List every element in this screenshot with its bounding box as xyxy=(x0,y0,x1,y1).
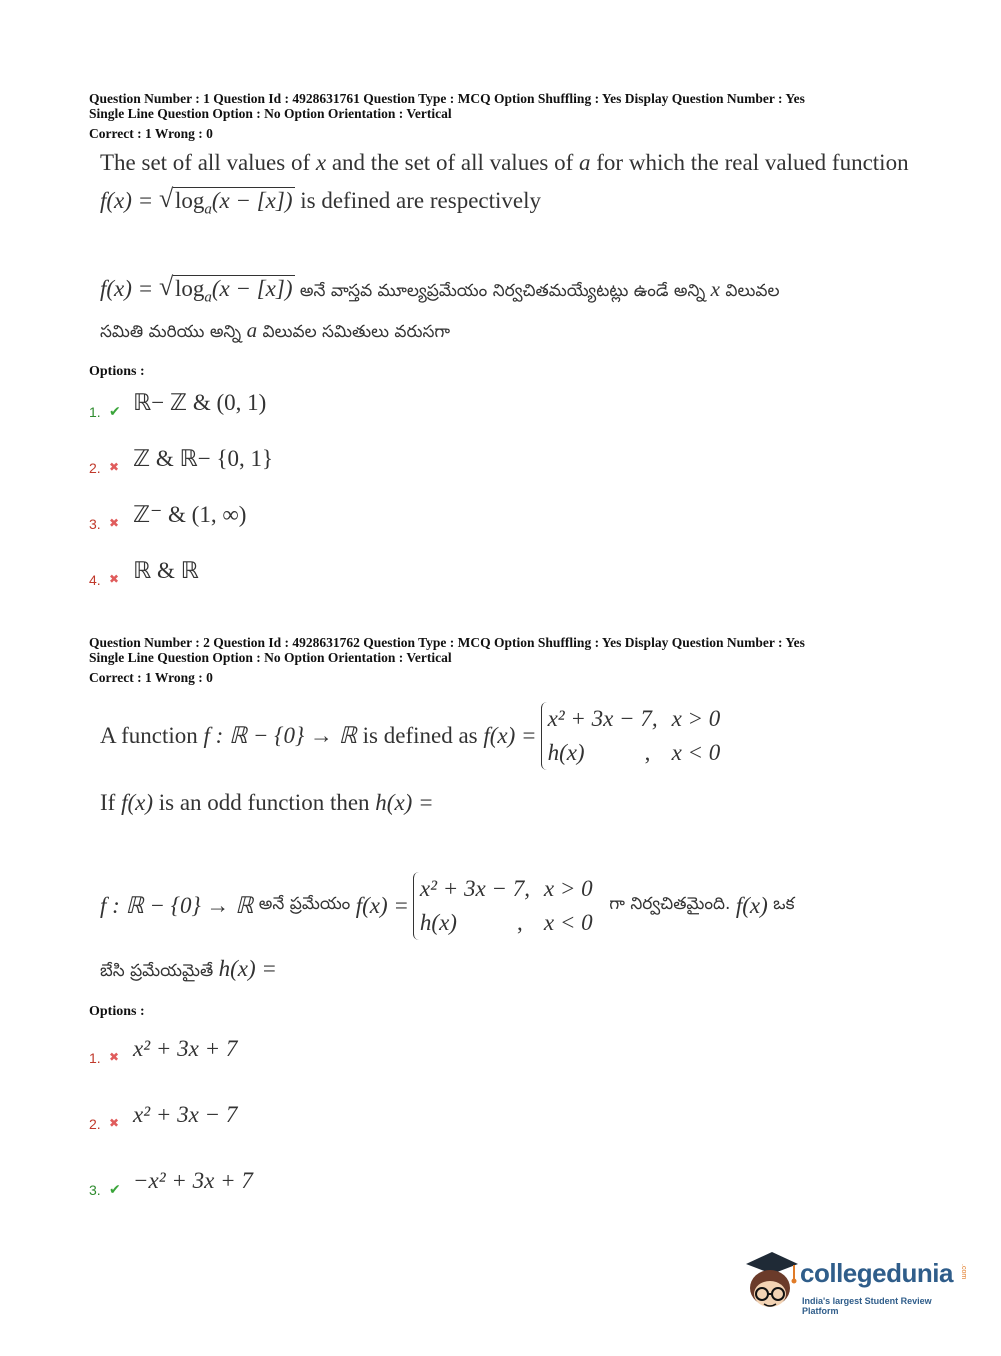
q1-meta-line2: Single Line Question Option : No Option Orientation : Vertical xyxy=(89,106,452,121)
check-icon: ✔ xyxy=(109,404,121,420)
q1-option-3[interactable] xyxy=(89,500,389,532)
q2-option-2[interactable] xyxy=(89,1100,389,1132)
option-value: ℝ & ℝ xyxy=(133,558,199,583)
mascot-icon xyxy=(742,1250,800,1314)
q2-option-3[interactable] xyxy=(89,1166,389,1198)
q2-text-line2: If f(x) is an odd function then h(x) = xyxy=(100,790,434,815)
q1-telugu-line2: సమితి మరియు అన్ని a విలువల సమితులు వరుసగా xyxy=(100,318,451,342)
option-value: x² + 3x − 7 xyxy=(133,1102,238,1127)
option-value: −x² + 3x + 7 xyxy=(133,1168,253,1193)
option-value: ℤ⁻ & (1, ∞) xyxy=(133,502,247,527)
cross-icon: ✖ xyxy=(109,516,120,530)
q2-meta-line3: Correct : 1 Wrong : 0 xyxy=(89,670,213,685)
piecewise-definition: x² + 3x − 7, x > 0 h(x) , x < 0 xyxy=(541,702,732,770)
q1-text-line1: The set of all values of x and the set of all values of a for which the real valued function xyxy=(100,150,909,175)
option-number: 1. xyxy=(89,1050,101,1066)
q1-option-1[interactable] xyxy=(89,388,389,420)
option-number: 1. xyxy=(89,404,101,420)
q2-telugu-line1: f : ℝ − {0} → ℝ అనే ప్రమేయం f(x) = x² + 3x − 7, x > 0 h(x) , x < 0 గా నిర్వచితమైంది. f(x) ఒక xyxy=(100,872,794,940)
collegedunia-logo[interactable] xyxy=(742,1250,970,1314)
piecewise-definition: x² + 3x − 7, x > 0 h(x) , x < 0 xyxy=(413,872,604,940)
q1-option-4[interactable] xyxy=(89,556,389,588)
option-number: 2. xyxy=(89,460,101,476)
q1-telugu-line1: f(x) = √ $\log_a(x - [x])$ అనే వాస్తవ మూల్యప్రమేయం నిర్వచితమయ్యేటట్లు ఉండే అన్ని x విలువల xyxy=(100,272,780,306)
q1-meta-line3: Correct : 1 Wrong : 0 xyxy=(89,126,213,141)
option-number: 3. xyxy=(89,1182,101,1198)
option-number: 4. xyxy=(89,572,101,588)
option-number: 2. xyxy=(89,1116,101,1132)
q2-telugu-line2: బేసి ప్రమేయమైతే h(x) = xyxy=(100,956,277,981)
q2-text-line1: A function f : ℝ − {0} → ℝ is defined as f(x) = x² + 3x − 7, x > 0 h(x) , x < 0 xyxy=(100,702,732,770)
q1-option-2[interactable] xyxy=(89,444,389,476)
option-value: ℤ & ℝ− {0, 1} xyxy=(133,446,274,471)
logo-wordmark: collegedunia xyxy=(800,1258,953,1288)
q1-options-label: Options : xyxy=(89,364,145,379)
q1-meta-line1: Question Number : 1 Question Id : 4928631761 Question Type : MCQ Option Shuffling : Yes Display Question Number : Yes xyxy=(89,91,805,106)
cross-icon: ✖ xyxy=(109,572,120,586)
option-value: ℝ− ℤ & (0, 1) xyxy=(133,390,267,415)
check-icon: ✔ xyxy=(109,1182,121,1198)
q2-meta-line2: Single Line Question Option : No Option Orientation : Vertical xyxy=(89,650,452,665)
logo-domain: .com xyxy=(960,1264,967,1280)
cross-icon: ✖ xyxy=(109,1116,120,1130)
option-value: x² + 3x + 7 xyxy=(133,1036,238,1061)
option-number: 3. xyxy=(89,516,101,532)
q2-options-label: Options : xyxy=(89,1004,145,1019)
logo-tagline: India's largest Student Review Platform xyxy=(802,1296,932,1316)
cross-icon: ✖ xyxy=(109,460,120,474)
cross-icon: ✖ xyxy=(109,1050,120,1064)
q2-option-1[interactable] xyxy=(89,1034,389,1066)
q1-text-line2: f(x) = √ $\log_a(x - [x])$ is defined are respectively xyxy=(100,184,541,218)
q2-meta-line1: Question Number : 2 Question Id : 4928631762 Question Type : MCQ Option Shuffling : Yes Display Question Number : Yes xyxy=(89,635,805,650)
